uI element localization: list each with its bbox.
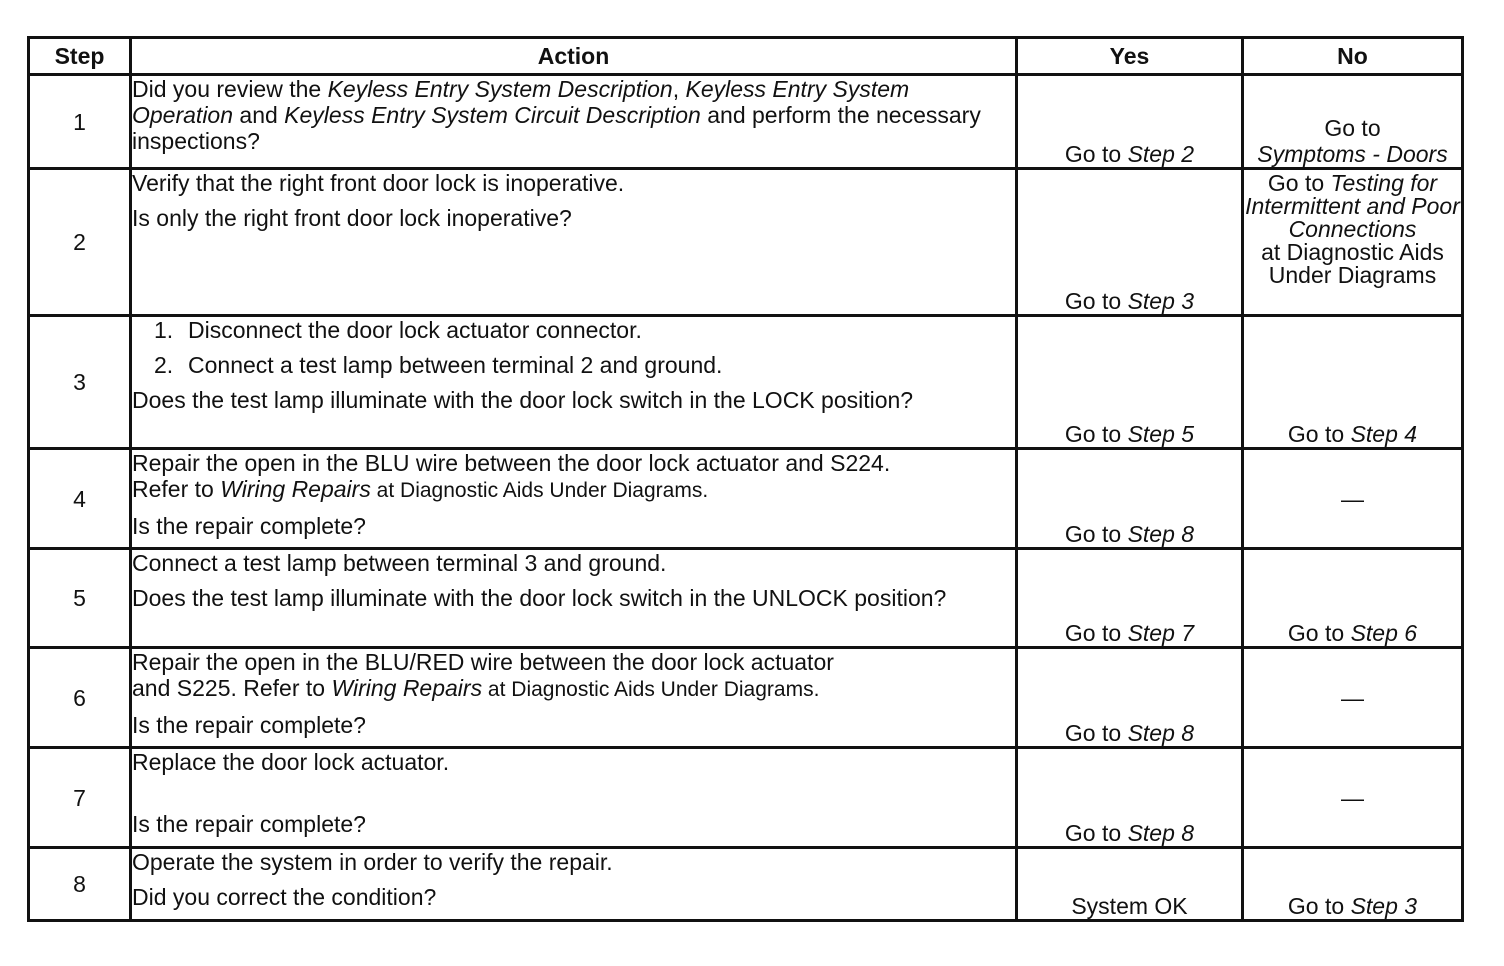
step-number: 8: [29, 848, 131, 921]
yes-cell: [1017, 449, 1243, 549]
section-ref: Testing for Intermittent and Poor Connections: [1245, 170, 1460, 242]
location-text: at Diagnostic Aids Under Diagrams: [1261, 239, 1444, 288]
step-number: 1: [29, 75, 131, 169]
step-ref: Step 8: [1127, 820, 1195, 846]
action-question: Is only the right front door lock inoperative?: [132, 205, 572, 231]
go-to-text: Go to: [1064, 421, 1128, 447]
step-ref: Step 5: [1127, 421, 1195, 447]
action-cell: [131, 449, 1017, 549]
step-ref: Step 6: [1350, 620, 1418, 646]
yes-cell: [1017, 549, 1243, 648]
no-cell: [1243, 748, 1463, 848]
action-text: at Diagnostic Aids Under Diagrams.: [482, 678, 820, 701]
section-ref: Symptoms - Doors: [1257, 141, 1448, 167]
action-question: Did you correct the condition?: [132, 884, 437, 910]
go-to-text: Go to: [1064, 288, 1128, 314]
action-cell: [131, 316, 1017, 449]
step-ref: Step 2: [1127, 141, 1195, 167]
no-action-dash: —: [1341, 485, 1364, 512]
header-yes: Yes: [1017, 38, 1243, 75]
step-number: 4: [29, 449, 131, 549]
table-row: [29, 75, 1463, 169]
section-ref: Wiring Repairs: [220, 476, 371, 502]
step-ref: Step 8: [1127, 720, 1195, 746]
yes-cell: [1017, 748, 1243, 848]
go-to-text: Go to: [1064, 720, 1128, 746]
header-action: Action: [131, 38, 1017, 75]
action-text: at Diagnostic Aids Under Diagrams.: [370, 479, 709, 502]
action-cell: [131, 75, 1017, 169]
no-cell: [1243, 449, 1463, 549]
section-ref: Wiring Repairs: [331, 675, 483, 701]
go-to-text: Go to: [1064, 620, 1128, 646]
go-to-text: Go to: [1064, 521, 1128, 547]
no-cell: [1243, 648, 1463, 748]
table-row: [29, 316, 1463, 449]
result-text: System OK: [1071, 893, 1188, 919]
go-to-text: Go to: [1287, 620, 1351, 646]
step-number: 7: [29, 748, 131, 848]
action-text: Repair the open in the BLU/RED wire between the door lock actuator: [132, 649, 834, 675]
action-question: Is the repair complete?: [132, 811, 366, 837]
no-cell: [1243, 169, 1463, 316]
action-cell: [131, 648, 1017, 748]
header-row: [29, 38, 1463, 75]
action-refer: [132, 675, 1015, 703]
action-cell: [131, 169, 1017, 316]
action-refer: [132, 476, 1015, 504]
go-to-text: Go to: [1324, 115, 1381, 141]
go-to-text: Go to: [1287, 893, 1351, 919]
list-item: [132, 352, 1015, 378]
action-text: ,: [672, 76, 686, 102]
no-cell: [1243, 316, 1463, 449]
action-text: Operate the system in order to verify the repair.: [132, 849, 613, 875]
list-text: Connect a test lamp between terminal 2 and ground.: [188, 352, 723, 378]
action-question: Is the repair complete?: [132, 712, 366, 738]
step-ref: Step 7: [1127, 620, 1195, 646]
go-to-text: Go to: [1267, 170, 1331, 196]
step-number: 5: [29, 549, 131, 648]
no-cell: [1243, 549, 1463, 648]
table-row: [29, 169, 1463, 316]
action-cell: [131, 848, 1017, 921]
no-cell: [1243, 75, 1463, 169]
action-text: Replace the door lock actuator.: [132, 749, 450, 775]
action-question: Is the repair complete?: [132, 513, 366, 539]
list-number: 2.: [154, 352, 174, 378]
table-row: [29, 748, 1463, 848]
list-number: 1.: [154, 317, 174, 343]
step-ref: Step 4: [1350, 421, 1418, 447]
action-question: Does the test lamp illuminate with the door lock switch in the LOCK position?: [132, 387, 914, 413]
action-ref: Keyless Entry System Circuit Description: [284, 102, 701, 128]
header-step: Step: [29, 38, 131, 75]
action-text: Connect a test lamp between terminal 3 and ground.: [132, 550, 667, 576]
step-number: 3: [29, 316, 131, 449]
step-number: 2: [29, 169, 131, 316]
yes-cell: [1017, 848, 1243, 921]
go-to-text: Go to: [1064, 141, 1128, 167]
no-action-dash: —: [1341, 784, 1364, 811]
list-text: Disconnect the door lock actuator connector.: [188, 317, 642, 343]
no-action-dash: —: [1341, 684, 1364, 711]
header-no: No: [1243, 38, 1463, 75]
action-question: Does the test lamp illuminate with the door lock switch in the UNLOCK position?: [132, 585, 947, 611]
yes-cell: [1017, 648, 1243, 748]
yes-cell: [1017, 169, 1243, 316]
go-to-text: Go to: [1287, 421, 1351, 447]
yes-cell: [1017, 316, 1243, 449]
step-ref: Step 8: [1127, 521, 1195, 547]
action-text: and: [233, 102, 285, 128]
go-to-text: Go to: [1064, 820, 1128, 846]
action-text: Refer to: [132, 476, 221, 502]
list-item: [132, 317, 1015, 343]
action-ref: Keyless Entry System Description: [327, 76, 673, 102]
table-row: [29, 648, 1463, 748]
no-cell: [1243, 848, 1463, 921]
action-text: and S225. Refer to: [132, 675, 332, 701]
table-row: [29, 848, 1463, 921]
action-text: Did you review the: [132, 76, 328, 102]
table-row: [29, 449, 1463, 549]
step-ref: Step 3: [1127, 288, 1195, 314]
action-text: Verify that the right front door lock is inoperative.: [132, 170, 625, 196]
action-ref: Keyless Entry System Operation: [132, 76, 910, 128]
action-text: Repair the open in the BLU wire between the door lock actuator and S224.: [132, 450, 891, 476]
diagnostic-table: [27, 36, 1464, 922]
table-row: [29, 549, 1463, 648]
action-cell: [131, 549, 1017, 648]
yes-cell: [1017, 75, 1243, 169]
action-cell: [131, 748, 1017, 848]
step-ref: Step 3: [1350, 893, 1418, 919]
action-text: and perform the necessary inspections?: [132, 102, 981, 154]
step-number: 6: [29, 648, 131, 748]
